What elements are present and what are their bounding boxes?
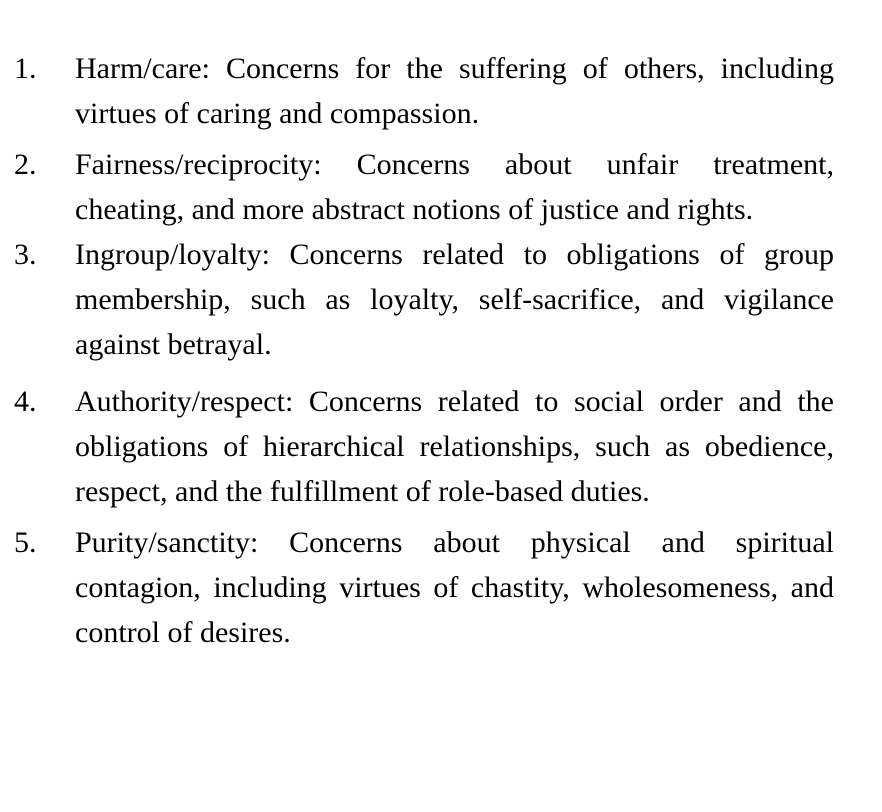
list-item-number: 1. <box>14 52 37 85</box>
list-item <box>14 520 834 655</box>
list-item-number: 5. <box>14 526 37 559</box>
list-item-text: Authority/respect: Concerns related to social order and the obligations of hierarchical relationships, such as obedience, respect, and the fulfillment of role-based duties. <box>75 385 834 508</box>
list-item-text: Fairness/reciprocity: Concerns about unfair treatment, cheating, and more abstract notions of justice and rights. <box>75 148 834 226</box>
list-item <box>14 232 834 367</box>
list-item <box>14 379 834 514</box>
list-item-number: 4. <box>14 385 37 418</box>
list-item-text: Ingroup/loyalty: Concerns related to obligations of group membership, such as loyalty, self-sacrifice, and vigilance against betrayal. <box>75 238 834 361</box>
moral-foundations-list <box>14 46 834 655</box>
list-item-text: Harm/care: Concerns for the suffering of others, including virtues of caring and compassion. <box>75 52 834 130</box>
list-item-number: 2. <box>14 148 37 181</box>
list-item-number: 3. <box>14 238 37 271</box>
list-item <box>14 142 834 232</box>
list-item <box>14 46 834 136</box>
list-item-text: Purity/sanctity: Concerns about physical and spiritual contagion, including virtues of chastity, wholesomeness, and control of desires. <box>75 526 834 649</box>
